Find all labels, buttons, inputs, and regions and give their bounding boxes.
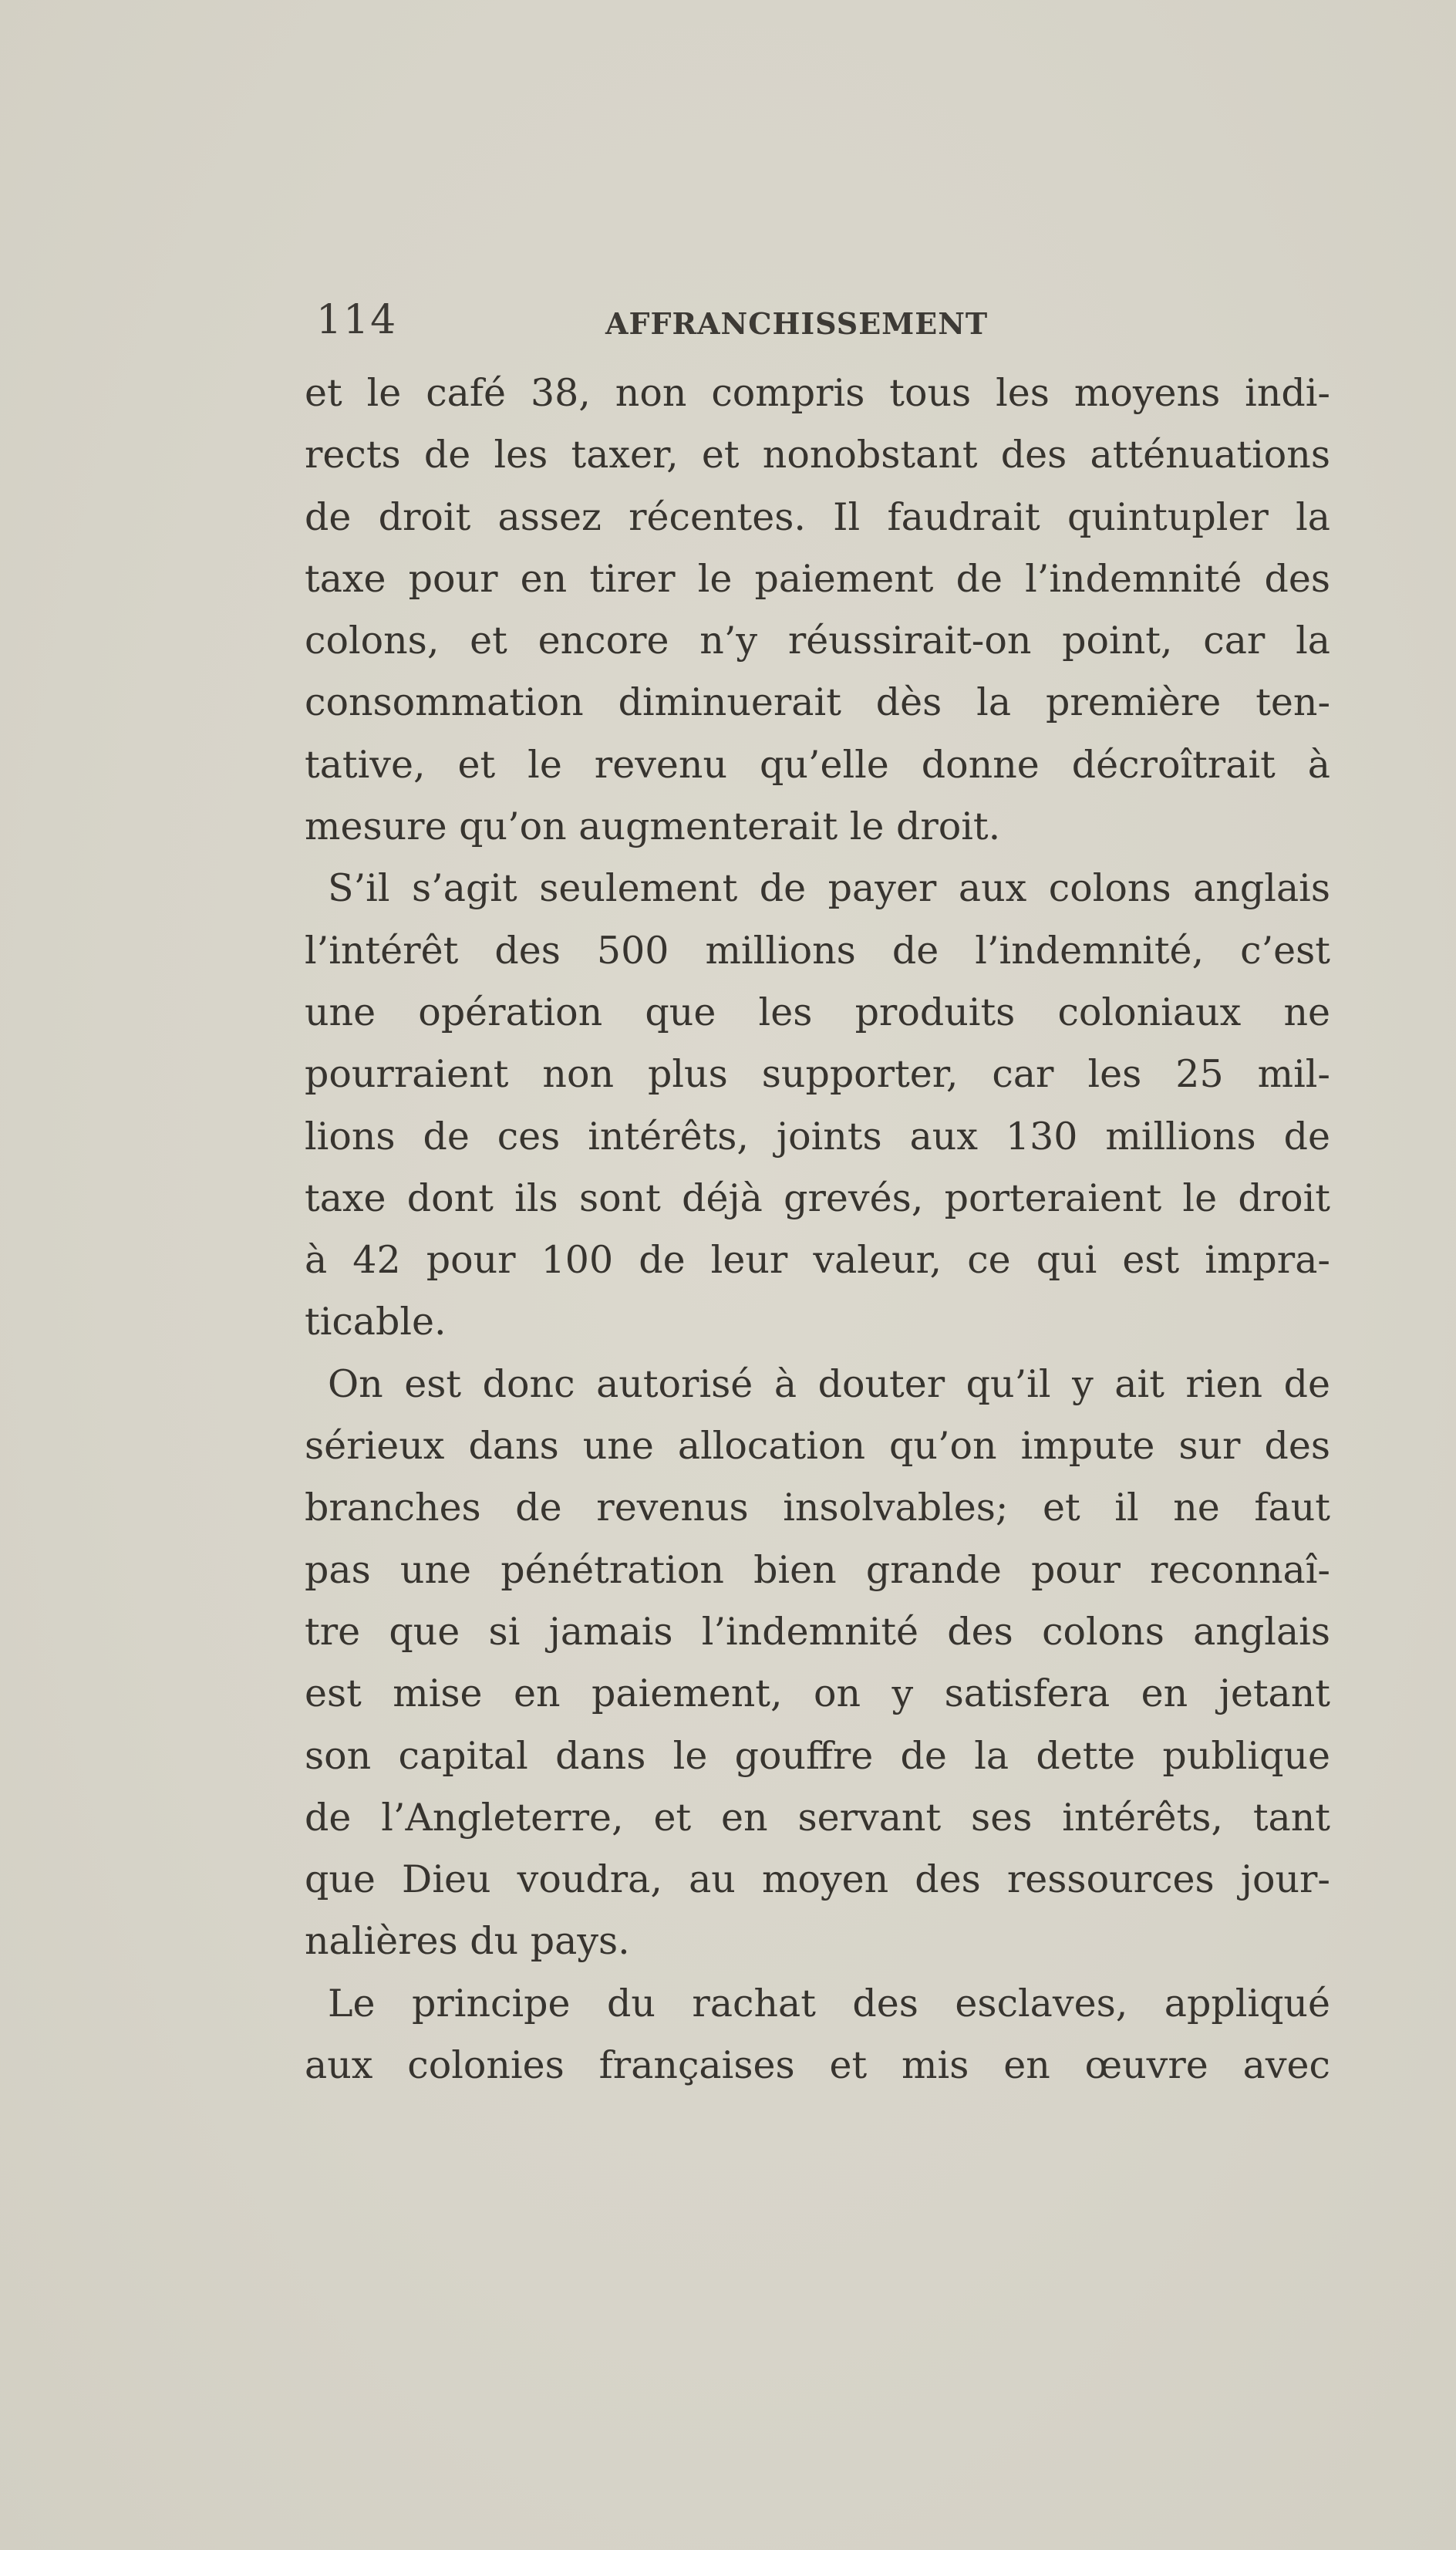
text-line: à 42 pour 100 de leur valeur, ce qui est impra- [305,1238,1330,1283]
text-line: taxe dont ils sont déjà grevés, porteraient le droit [305,1175,1330,1220]
text-line: branches de revenus insolvables; et il ne faut [305,1486,1330,1530]
body-text [305,363,1330,2096]
text-line: colons, et encore n’y réussirait-on point, car la [305,619,1330,663]
text-line: une opération que les produits coloniaux ne [305,990,1330,1034]
text-line: sérieux dans une allocation qu’on impute sur des [305,1424,1330,1469]
text-line: de l’Angleterre, et en servant ses intérêts, tant [305,1795,1330,1840]
paragraph-start-line: Le principe du rachat des esclaves, appliqué [328,1981,1330,2025]
text-line: taxe pour en tirer le paiement de l’indemnité des [305,556,1330,601]
text-line: mesure qu’on augmenterait le droit. [305,804,1001,849]
page-number: 114 [316,297,398,343]
text-line: rects de les taxer, et nonobstant des atténuations [305,433,1330,477]
page-header [316,297,1326,351]
text-line: ticable. [305,1300,447,1344]
text-line: et le café 38, non compris tous les moyens indi- [305,371,1330,415]
text-line: pourraient non plus supporter, car les 25 mil- [305,1052,1330,1097]
text-line: de droit assez récentes. Il faudrait quintupler la [305,494,1330,539]
paragraph-start-line: On est donc autorisé à douter qu’il y ait rien de [328,1361,1330,1406]
text-line: consommation diminuerait dès la première ten- [305,680,1330,725]
text-line: tative, et le revenu qu’elle donne décroîtrait à [305,742,1330,787]
text-line: aux colonies françaises et mis en œuvre avec [305,2043,1330,2088]
text-line: que Dieu voudra, au moyen des ressources jour- [305,1857,1330,1902]
text-line: l’intérêt des 500 millions de l’indemnité, c’est [305,928,1330,973]
text-line: nalières du pays. [305,1919,630,1964]
text-line: tre que si jamais l’indemnité des colons anglais [305,1609,1330,1654]
text-line: pas une pénétration bien grande pour reconnaî- [305,1547,1330,1592]
running-head: AFFRANCHISSEMENT [605,306,989,341]
text-line: son capital dans le gouffre de la dette publique [305,1733,1330,1778]
text-line: est mise en paiement, on y satisfera en jetant [305,1671,1330,1716]
paragraph-start-line: S’il s’agit seulement de payer aux colons anglais [328,866,1330,911]
text-line: lions de ces intérêts, joints aux 130 millions de [305,1114,1330,1159]
